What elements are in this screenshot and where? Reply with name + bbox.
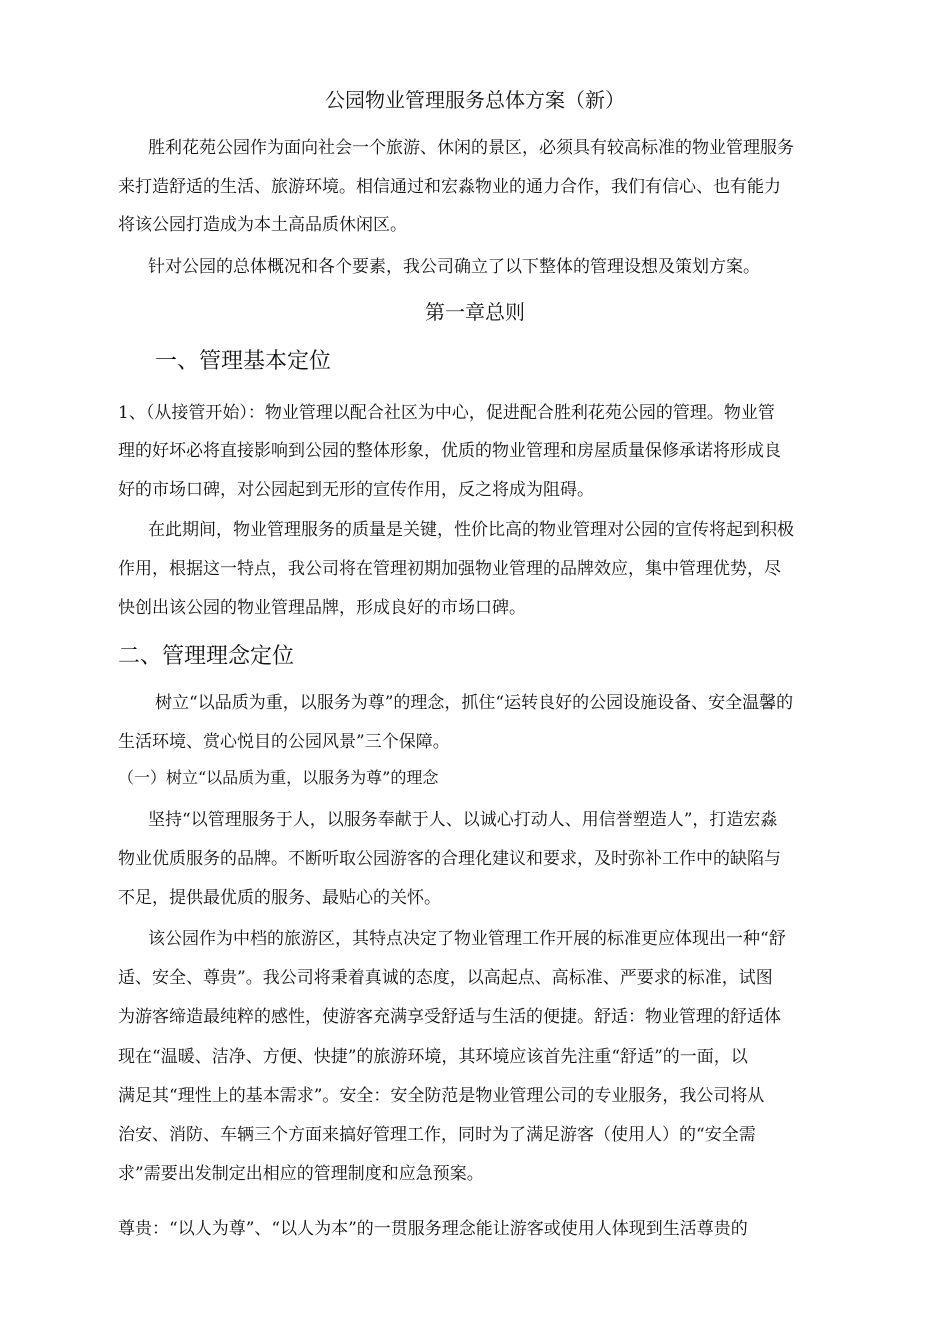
paragraph-line: 适、安全、尊贵”。我公司将秉着真诚的态度，以高起点、高标准、严要求的标准，试图 [118, 968, 773, 988]
paragraph-line: 在此期间，物业管理服务的质量是关键，性价比高的物业管理对公园的宣传将起到积极 [148, 520, 794, 540]
paragraph-line: 理的好坏必将直接影响到公园的整体形象，优质的物业管理和房屋质量保修承诺将形成良 [118, 441, 781, 461]
paragraph-line: 该公园作为中档的旅游区，其特点决定了物业管理工作开展的标准更应体现出一种“舒 [148, 929, 786, 949]
paragraph-line: 快创出该公园的物业管理品牌，形成良好的市场口碑。 [118, 598, 526, 618]
intro-line: 将该公园打造成为本土高品质休闲区。 [118, 215, 407, 235]
paragraph-line: 求”需要出发制定出相应的管理制度和应急预案。 [118, 1164, 484, 1184]
paragraph-line: 坚持“以管理服务于人，以服务奉献于人、以诚心打动人、用信誉塑造人”，打造宏淼 [148, 810, 778, 830]
paragraph-line: 不足，提供最优质的服务、最贴心的关怀。 [118, 888, 441, 908]
chapter-title: 第一章总则 [425, 300, 525, 324]
paragraph-line: 生活环境、赏心悦目的公园风景”三个保障。 [118, 732, 450, 752]
paragraph-line: 作用，根据这一特点，我公司将在管理初期加强物业管理的品牌效应，集中管理优势，尽 [118, 559, 781, 579]
paragraph-line: 1、（从接管开始）：物业管理以配合社区为中心，促进配合胜利花苑公园的管理。物业管 [118, 403, 775, 423]
intro-line: 胜利花苑公园作为面向社会一个旅游、休闲的景区，必须具有较高标准的物业管理服务 [148, 138, 794, 158]
paragraph-line: 为游客缔造最纯粹的感性，使游客充满享受舒适与生活的便捷。舒适：物业管理的舒适体 [118, 1007, 781, 1027]
section-heading: 一、管理基本定位 [155, 349, 332, 374]
subsection-heading: （一）树立“以品质为重，以服务为尊”的理念 [118, 768, 439, 787]
intro-line: 来打造舒适的生活、旅游环境。相信通过和宏淼物业的通力合作，我们有信心、也有能力 [118, 177, 781, 197]
paragraph-line: 治安、消防、车辆三个方面来搞好管理工作，同时为了满足游客（使用人）的“安全需 [118, 1125, 756, 1145]
paragraph-line: 现在“温暖、洁净、方便、快捷”的旅游环境，其环境应该首先注重“舒适”的一面，以 [118, 1047, 748, 1067]
section-heading: 二、管理理念定位 [118, 644, 295, 669]
document-title: 公园物业管理服务总体方案（新） [325, 88, 625, 112]
paragraph-line: 好的市场口碑，对公园起到无形的宣传作用，反之将成为阻碍。 [118, 480, 594, 500]
paragraph-line: 物业优质服务的品牌。不断听取公园游客的合理化建议和要求，及时弥补工作中的缺陷与 [118, 849, 781, 869]
intro-line: 针对公园的总体概况和各个要素，我公司确立了以下整体的管理设想及策划方案。 [148, 257, 760, 277]
paragraph-line: 树立“以品质为重，以服务为尊”的理念，抓住“运转良好的公园设施设备、安全温馨的 [155, 693, 794, 713]
paragraph-line: 满足其“理性上的基本需求”。安全：安全防范是物业管理公司的专业服务，我公司将从 [118, 1086, 765, 1106]
paragraph-line: 尊贵：“以人为尊”、“以人为本”的一贯服务理念能让游客或使用人体现到生活尊贵的 [118, 1219, 748, 1239]
